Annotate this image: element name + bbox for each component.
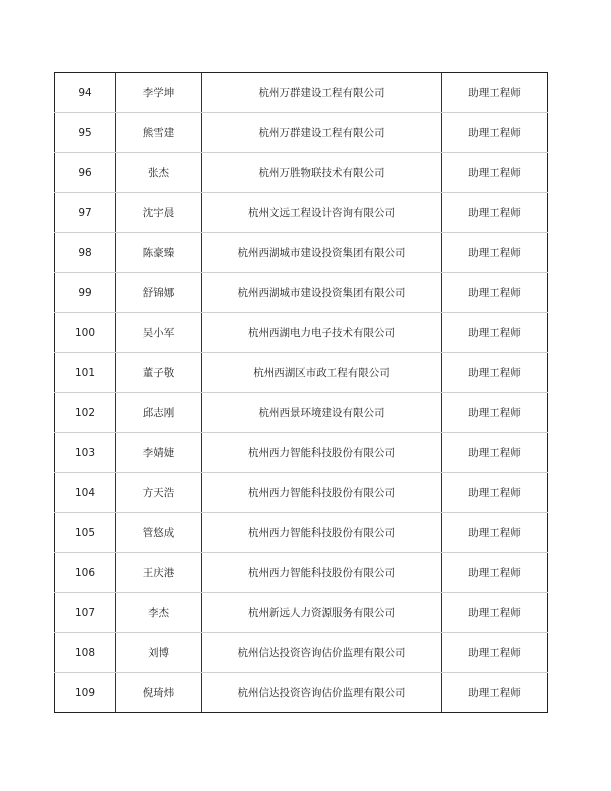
job-title: 助理工程师 [442,313,548,353]
table-row [55,193,548,233]
person-name: 董子敬 [116,353,202,393]
job-title: 助理工程师 [442,673,548,713]
row-number: 104 [55,473,116,513]
table-row [55,633,548,673]
person-name: 倪琦炜 [116,673,202,713]
company-name: 杭州西力智能科技股份有限公司 [202,433,442,473]
row-number: 100 [55,313,116,353]
row-number: 99 [55,273,116,313]
person-name: 陈豪臻 [116,233,202,273]
job-title: 助理工程师 [442,113,548,153]
personnel-list-table [54,72,548,713]
person-name: 王庆港 [116,553,202,593]
company-name: 杭州信达投资咨询估价监理有限公司 [202,633,442,673]
table-row [55,273,548,313]
person-name: 李婧婕 [116,433,202,473]
row-number: 94 [55,73,116,113]
company-name: 杭州西力智能科技股份有限公司 [202,553,442,593]
job-title: 助理工程师 [442,393,548,433]
table-row [55,673,548,713]
row-number: 97 [55,193,116,233]
personnel-list-table-container [54,72,547,713]
row-number: 107 [55,593,116,633]
table-row [55,73,548,113]
table-row [55,353,548,393]
company-name: 杭州西景环境建设有限公司 [202,393,442,433]
person-name: 刘博 [116,633,202,673]
row-number: 106 [55,553,116,593]
row-number: 102 [55,393,116,433]
company-name: 杭州西湖城市建设投资集团有限公司 [202,233,442,273]
job-title: 助理工程师 [442,553,548,593]
person-name: 李杰 [116,593,202,633]
row-number: 98 [55,233,116,273]
person-name: 舒锦娜 [116,273,202,313]
job-title: 助理工程师 [442,513,548,553]
company-name: 杭州西湖城市建设投资集团有限公司 [202,273,442,313]
company-name: 杭州西湖电力电子技术有限公司 [202,313,442,353]
company-name: 杭州万胜物联技术有限公司 [202,153,442,193]
person-name: 管悠成 [116,513,202,553]
table-row [55,313,548,353]
row-number: 95 [55,113,116,153]
job-title: 助理工程师 [442,233,548,273]
company-name: 杭州西力智能科技股份有限公司 [202,473,442,513]
job-title: 助理工程师 [442,353,548,393]
row-number: 101 [55,353,116,393]
row-number: 103 [55,433,116,473]
table-row [55,593,548,633]
table-row [55,433,548,473]
job-title: 助理工程师 [442,193,548,233]
job-title: 助理工程师 [442,473,548,513]
table-row [55,473,548,513]
table-row [55,393,548,433]
table-row [55,553,548,593]
job-title: 助理工程师 [442,273,548,313]
table-row [55,113,548,153]
person-name: 吴小军 [116,313,202,353]
person-name: 熊雪建 [116,113,202,153]
job-title: 助理工程师 [442,73,548,113]
job-title: 助理工程师 [442,633,548,673]
person-name: 方天浩 [116,473,202,513]
table-row [55,513,548,553]
table-row [55,153,548,193]
company-name: 杭州新远人力资源服务有限公司 [202,593,442,633]
person-name: 邱志刚 [116,393,202,433]
table-row [55,233,548,273]
row-number: 109 [55,673,116,713]
company-name: 杭州西力智能科技股份有限公司 [202,513,442,553]
job-title: 助理工程师 [442,153,548,193]
row-number: 105 [55,513,116,553]
job-title: 助理工程师 [442,433,548,473]
row-number: 108 [55,633,116,673]
company-name: 杭州万群建设工程有限公司 [202,73,442,113]
table-body [55,73,548,713]
company-name: 杭州信达投资咨询估价监理有限公司 [202,673,442,713]
person-name: 张杰 [116,153,202,193]
company-name: 杭州西湖区市政工程有限公司 [202,353,442,393]
row-number: 96 [55,153,116,193]
person-name: 李学坤 [116,73,202,113]
company-name: 杭州文远工程设计咨询有限公司 [202,193,442,233]
job-title: 助理工程师 [442,593,548,633]
company-name: 杭州万群建设工程有限公司 [202,113,442,153]
person-name: 沈宇晨 [116,193,202,233]
